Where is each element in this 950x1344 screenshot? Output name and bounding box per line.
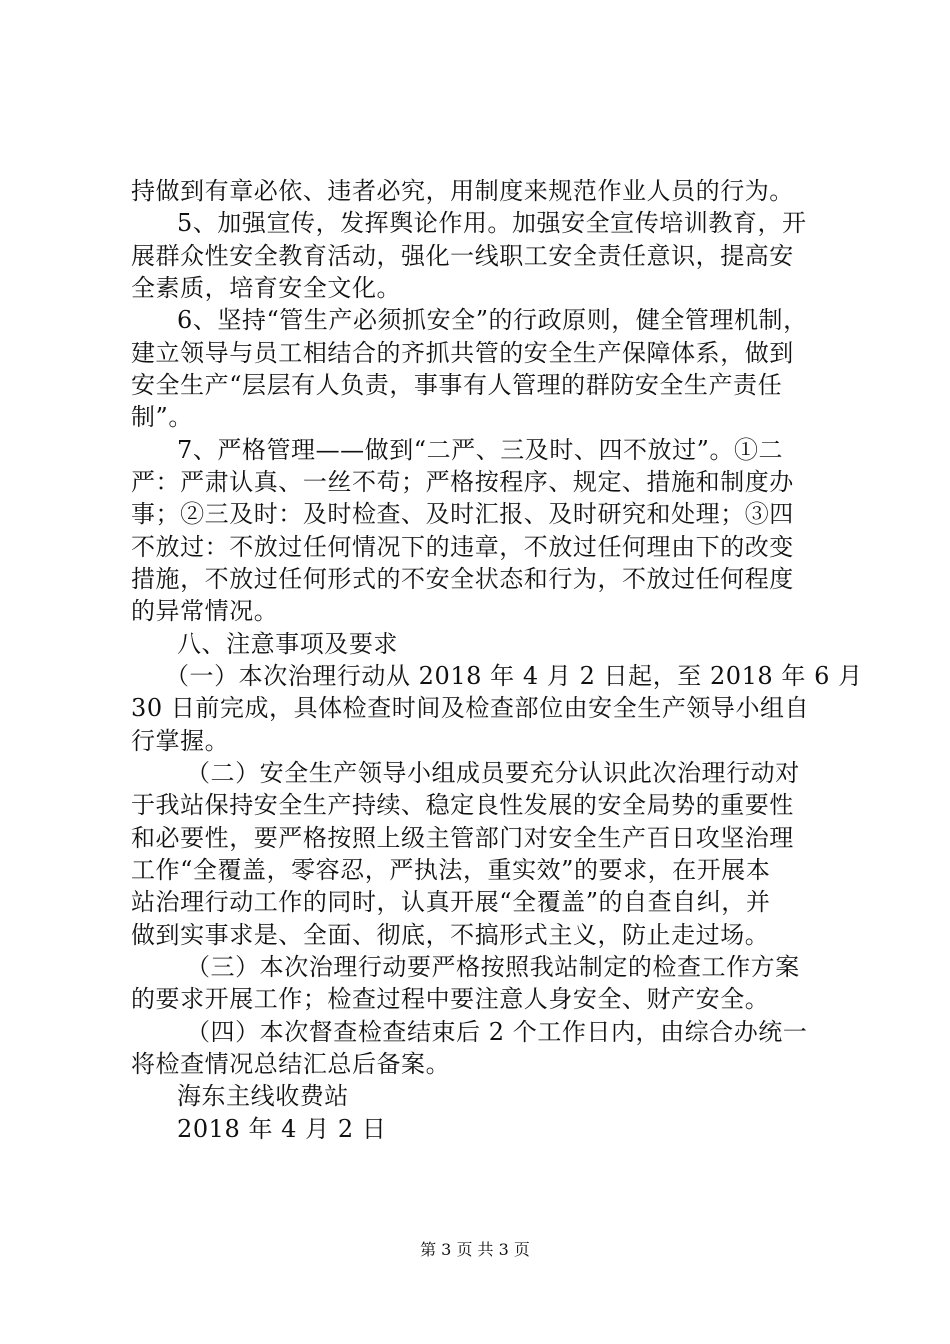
text-line: （三）本次治理行动要严格按照我站制定的检查工作方案 <box>186 953 800 981</box>
text-line: 和必要性，要严格按照上级主管部门对安全生产百日攻坚治理 <box>131 824 794 852</box>
text-line: 事；②三及时：及时检查、及时汇报、及时研究和处理；③四 <box>131 500 794 528</box>
text-line: 30 日前完成，具体检查时间及检查部位由安全生产领导小组自 <box>131 694 810 722</box>
text-line: 展群众性安全教育活动，强化一线职工安全责任意识，提高安 <box>131 242 794 270</box>
text-line: 行掌握。 <box>131 727 230 755</box>
text-line: （二）安全生产领导小组成员要充分认识此次治理行动对 <box>186 759 800 787</box>
text-line: 5、加强宣传，发挥舆论作用。加强安全宣传培训教育，开 <box>177 209 807 237</box>
text-line: 安全生产“层层有人负责，事事有人管理的群防安全生产责任 <box>131 371 783 399</box>
text-line: 于我站保持安全生产持续、稳定良性发展的安全局势的重要性 <box>131 791 794 819</box>
text-line: 不放过：不放过任何情况下的违章，不放过任何理由下的改变 <box>131 533 794 561</box>
text-line: 工作“全覆盖，零容忍，严执法，重实效”的要求，在开展本 <box>131 856 771 884</box>
text-line: （四）本次督查检查结束后 2 个工作日内，由综合办统一 <box>186 1018 808 1046</box>
text-line: 做到实事求是、全面、彻底，不搞形式主义，防止走过场。 <box>131 921 770 949</box>
signature-date: 2018 年 4 月 2 日 <box>177 1115 387 1143</box>
text-line: 措施，不放过任何形式的不安全状态和行为，不放过任何程度 <box>131 565 794 593</box>
text-line: 制”。 <box>131 403 193 431</box>
text-line: 持做到有章必依、违者必究，用制度来规范作业人员的行为。 <box>131 177 794 205</box>
text-line: 站治理行动工作的同时，认真开展“全覆盖”的自查自纠，并 <box>131 888 771 916</box>
text-line: 6、坚持“管生产必须抓安全”的行政原则，健全管理机制， <box>177 306 808 334</box>
text-line: （一）本次治理行动从 2018 年 4 月 2 日起，至 2018 年 6 月 <box>165 662 863 690</box>
text-line: 严：严肃认真、一丝不苟；严格按程序、规定、措施和制度办 <box>131 468 794 496</box>
text-line: 全素质，培育安全文化。 <box>131 274 402 302</box>
text-line: 的异常情况。 <box>131 597 279 625</box>
page-number-footer: 第 3 页 共 3 页 <box>420 1240 530 1259</box>
section-heading: 八、注意事项及要求 <box>177 630 398 658</box>
text-line: 将检查情况总结汇总后备案。 <box>131 1050 451 1078</box>
signature-organization: 海东主线收费站 <box>177 1082 349 1110</box>
text-line: 建立领导与员工相结合的齐抓共管的安全生产保障体系，做到 <box>131 339 794 367</box>
text-line: 的要求开展工作；检查过程中要注意人身安全、财产安全。 <box>131 985 770 1013</box>
text-line: 7、严格管理——做到“二严、三及时、四不放过”。①二 <box>177 436 784 464</box>
